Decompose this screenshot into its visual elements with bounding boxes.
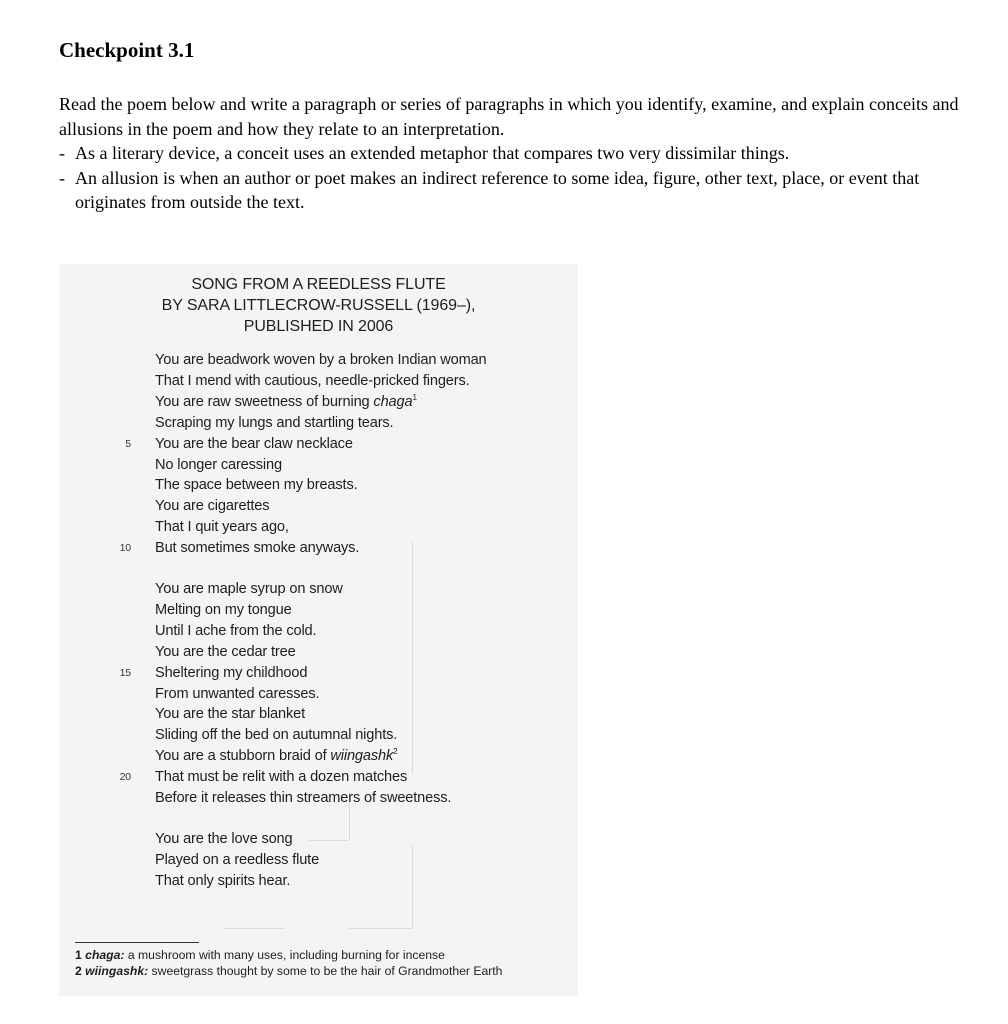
poem-line (155, 371, 487, 392)
footnote (75, 964, 502, 980)
bullet-marker: - (59, 143, 65, 163)
poem-line (155, 829, 319, 850)
poem-title: SONG FROM A REEDLESS FLUTE (191, 276, 446, 293)
poem-line (155, 871, 319, 892)
instructions-paragraph: Read the poem below and write a paragraph or series of paragraphs in which you identify, examine, and explain conceits and allusions in the poem and how they relate to an interpretation. (59, 94, 959, 139)
poem-line-text: That I mend with cautious, needle-pricked fingers. (155, 372, 470, 389)
poem-line-text: But sometimes smoke anyways. (155, 540, 360, 557)
poem-byline: BY SARA LITTLECROW-RUSSELL (1969–), (161, 297, 476, 314)
poem-line (155, 517, 487, 538)
stanza-3 (155, 829, 319, 892)
instructions (59, 92, 979, 215)
poem-line-text: Played on a reedless flute (155, 851, 320, 868)
footnote-number: 1 (75, 948, 82, 962)
line-number: 15 (119, 666, 131, 679)
poem-line-text: The space between my breasts. (155, 477, 358, 494)
instruction-bullet-conceit (59, 141, 979, 166)
poem-line (155, 496, 487, 517)
poem-line (155, 600, 451, 621)
poem-line-text: You are the bear claw necklace (155, 435, 353, 452)
glossed-term: wiingashk (330, 748, 394, 765)
poem-line (155, 788, 451, 809)
page-heading: Checkpoint 3.1 (59, 38, 195, 62)
poem-line (155, 746, 451, 767)
stanza-2 (119, 579, 452, 809)
poem-line (155, 850, 319, 871)
footnote-number: 2 (75, 963, 82, 978)
footnote-term: wiingashk: (85, 963, 149, 978)
poem-line-text: You are raw sweetness of burning (155, 393, 374, 410)
poem-line (155, 725, 451, 746)
poem-line-text: That I quit years ago, (155, 519, 289, 536)
poem-line (155, 642, 451, 663)
poem-line (155, 684, 451, 705)
poem-line (119, 663, 451, 684)
poem-line-text: From unwanted caresses. (155, 685, 320, 702)
poem-title-block (59, 274, 578, 337)
poem-line-text: That only spirits hear. (155, 872, 291, 889)
poem-line-text: You are maple syrup on snow (155, 581, 343, 597)
instruction-bullet-allusion (59, 166, 979, 215)
poem-line-text: You are cigarettes (155, 498, 270, 515)
bullet-marker: - (59, 167, 65, 188)
poem-line (119, 538, 487, 559)
poem-line-text: Melting on my tongue (155, 601, 292, 618)
poem-line (155, 392, 487, 413)
poem-line (155, 621, 451, 642)
poem-line (155, 579, 451, 600)
line-number: 10 (119, 542, 131, 555)
poem-line-text: Before it releases thin streamers of sweetness. (155, 790, 452, 807)
line-number: 5 (125, 437, 131, 450)
poem-line (155, 475, 487, 496)
poem-line (155, 455, 487, 476)
footnotes (75, 948, 502, 979)
poem-line-text: Sliding off the bed on autumnal nights. (155, 727, 398, 744)
poem-line-text: You are beadwork woven by a broken Indian woman (155, 352, 487, 368)
footnote-definition: sweetgrass thought by some to be the hair of Grandmother Earth (148, 963, 503, 978)
bullet-text: An allusion is when an author or poet makes an indirect reference to some idea, figure, other text, place, or event that originates from outside the text. (75, 167, 920, 212)
footnote-term: chaga: (85, 948, 125, 962)
poem-line-text: You are the cedar tree (155, 643, 296, 660)
poem-line (155, 350, 487, 371)
bullet-text: As a literary device, a conceit uses an extended metaphor that compares two very dissimilar things. (75, 143, 790, 163)
footnote-marker: 1 (412, 392, 417, 402)
glossed-term: chaga (373, 393, 413, 410)
line-number: 20 (119, 771, 131, 784)
scan-artifact-line (225, 928, 285, 929)
poem-line-text: You are the love song (155, 831, 293, 847)
scan-artifact-line (412, 844, 413, 928)
poem-line-text: You are the star blanket (155, 706, 306, 723)
poem-line (155, 704, 451, 725)
scan-artifact-line (349, 928, 412, 929)
poem-line-text: Sheltering my childhood (155, 664, 308, 681)
poem-image (59, 264, 578, 996)
poem-line-text: Scraping my lungs and startling tears. (155, 414, 394, 431)
poem-line (155, 413, 487, 434)
poem-published: PUBLISHED IN 2006 (243, 318, 394, 335)
poem-line-text: That must be relit with a dozen matches (155, 769, 408, 786)
footnote (75, 948, 502, 964)
poem-line (125, 434, 487, 455)
footnote-divider (75, 942, 199, 943)
footnote-definition: a mushroom with many uses, including burning for incense (124, 948, 445, 962)
poem-line (119, 767, 451, 788)
poem-line-text: No longer caressing (155, 456, 282, 473)
footnote-marker: 2 (393, 747, 398, 757)
poem-line-text: Until I ache from the cold. (155, 622, 317, 639)
poem-line-text: You are a stubborn braid of (155, 748, 331, 765)
stanza-1 (119, 350, 487, 559)
